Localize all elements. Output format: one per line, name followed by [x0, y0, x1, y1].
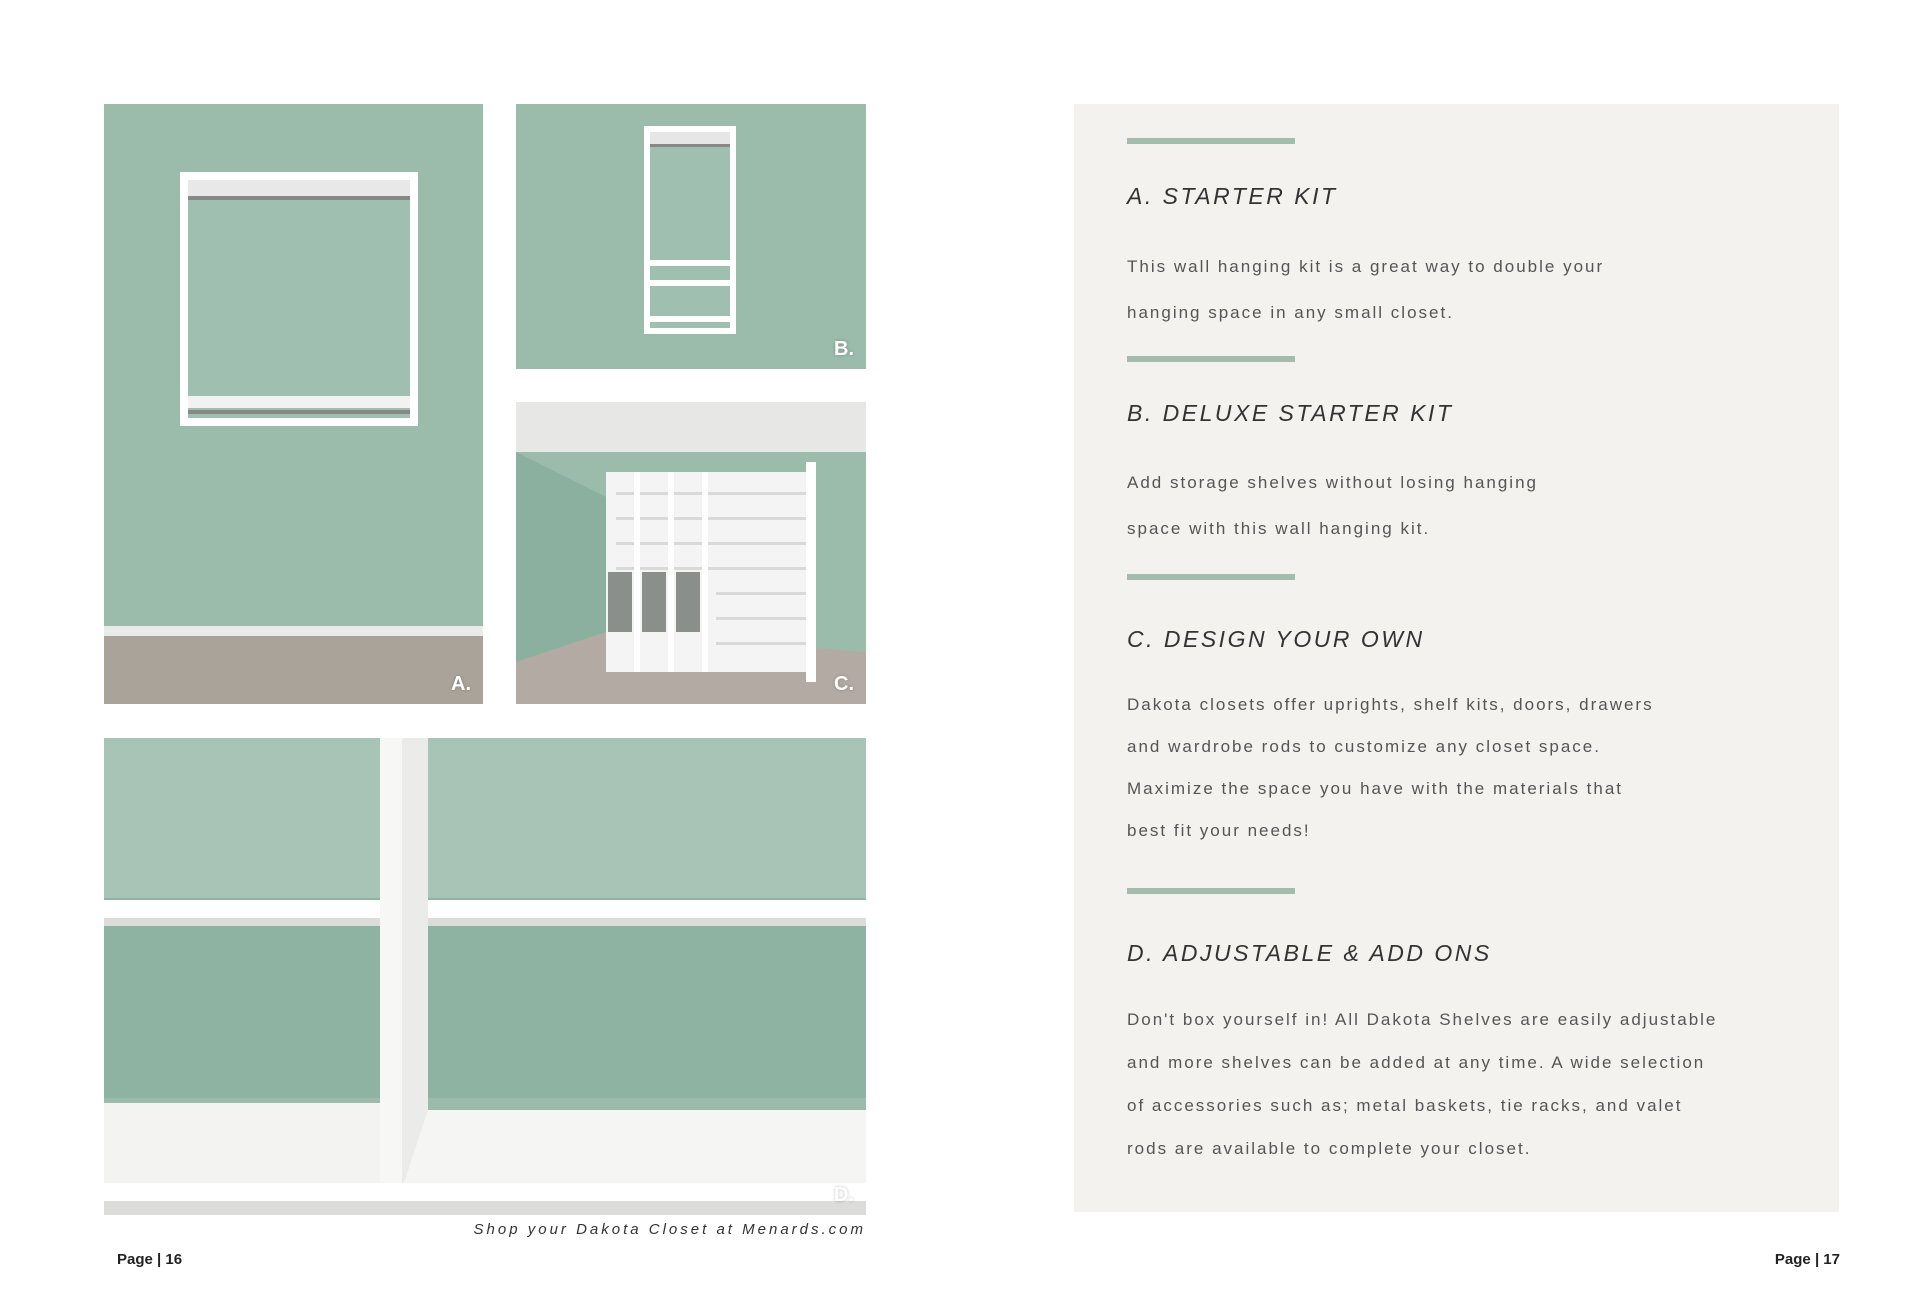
page-number-left: Page | 16	[117, 1251, 183, 1268]
product-description-panel	[1074, 104, 1839, 1212]
section-deluxe-starter-kit	[1127, 356, 1767, 538]
page-number-right: Page | 17	[1774, 1251, 1840, 1268]
section-starter-kit	[1127, 138, 1767, 322]
photo-label-d: D.	[834, 1184, 854, 1206]
photo-deluxe-starter-kit	[516, 104, 866, 369]
design-your-own-image	[516, 402, 866, 704]
section-body: Add storage shelves without losing hanging space with this wall hanging kit.	[1127, 473, 1538, 538]
photo-adjustable-shelves	[104, 738, 866, 1215]
section-title: D. ADJUSTABLE & ADD ONS	[1127, 940, 1492, 966]
shop-caption: Shop your Dakota Closet at Menards.com	[473, 1221, 866, 1238]
section-divider	[1127, 574, 1295, 580]
section-title: B. DELUXE STARTER KIT	[1127, 400, 1454, 426]
section-body: Dakota closets offer uprights, shelf kits, doors, drawers and wardrobe rods to customize any closet space. Maximize the space you have with the materials that best fit your needs!	[1127, 695, 1654, 840]
adjustable-shelves-image	[104, 738, 866, 1215]
section-divider	[1127, 888, 1295, 894]
section-body: This wall hanging kit is a great way to double your hanging space in any small closet.	[1127, 257, 1605, 322]
photo-label-c: C.	[834, 673, 854, 695]
section-body: Don't box yourself in! All Dakota Shelves are easily adjustable and more shelves can be added at any time. A wide selection of accessories such as; metal baskets, tie racks, and valet rods are available to complete your closet.	[1127, 1010, 1718, 1158]
starter-kit-image	[104, 104, 483, 704]
photo-label-b: B.	[834, 338, 854, 360]
section-title: C. DESIGN YOUR OWN	[1127, 626, 1425, 652]
section-title: A. STARTER KIT	[1127, 183, 1338, 209]
photo-starter-kit	[104, 104, 483, 704]
photo-label-a: A.	[451, 673, 471, 695]
section-design-your-own	[1127, 574, 1767, 840]
section-adjustable-add-ons	[1127, 888, 1767, 1158]
photo-design-your-own	[516, 402, 866, 704]
section-divider	[1127, 356, 1295, 362]
deluxe-kit-image	[516, 104, 866, 369]
section-divider	[1127, 138, 1295, 144]
